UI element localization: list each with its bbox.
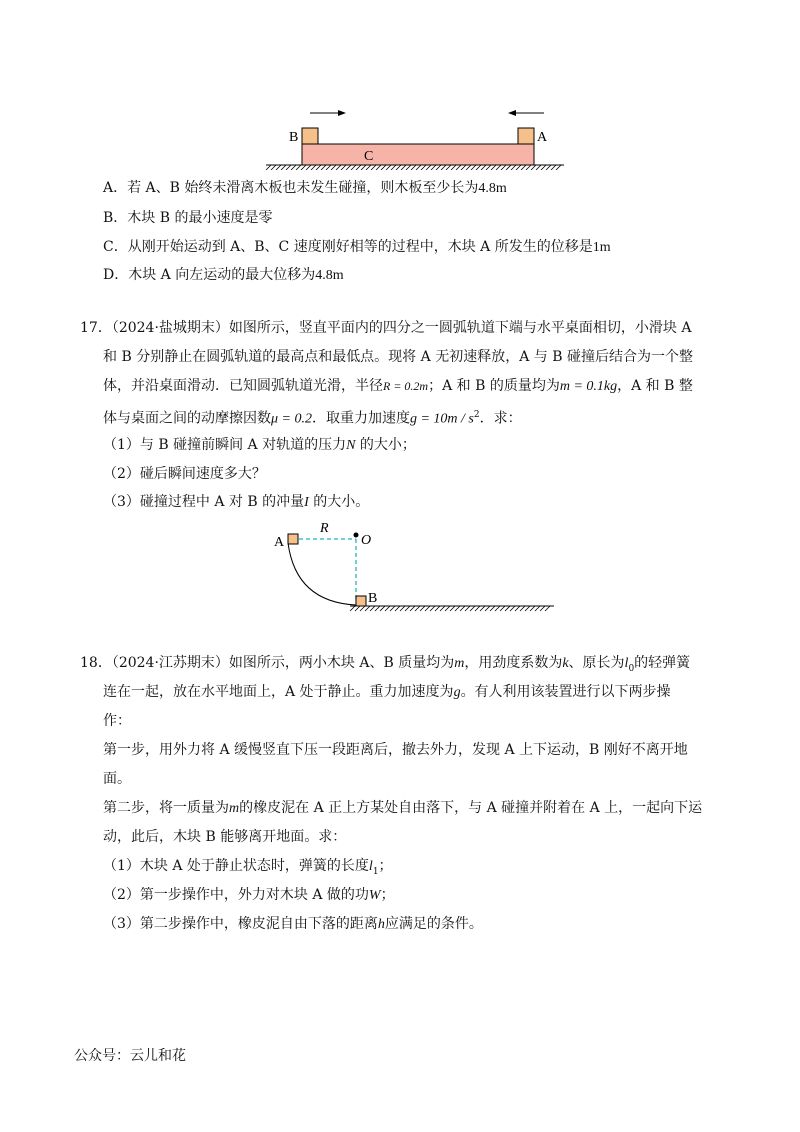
q17-sub-3-var: I: [304, 495, 309, 510]
ground-hatch-mark: [391, 165, 396, 170]
ground-hatch-mark: [365, 606, 370, 611]
q17-sub-3-a: （3）碰撞过程中 A 对 B 的冲量: [103, 494, 305, 510]
q16-option-a-text: A．若 A、B 始终未滑离木板也未发生碰撞，则木板至少长为: [103, 180, 479, 196]
ground-hatch-mark: [411, 165, 416, 170]
q17-mu: μ = 0.2: [271, 411, 312, 427]
q17-sub-3: [103, 492, 369, 513]
ground-hatch-mark: [351, 165, 356, 170]
ground-hatch-mark: [336, 165, 341, 170]
ground-hatch-mark: [311, 165, 316, 170]
ground-hatch-mark: [381, 165, 386, 170]
ground-hatch-mark: [301, 165, 306, 170]
ground-hatch-mark: [380, 606, 385, 611]
ground-hatch-mark: [375, 606, 380, 611]
q18-line-2-b: 。有人利用该装置进行以下两步操: [460, 684, 671, 700]
label-a: A: [537, 130, 548, 145]
ground-hatch-mark: [496, 165, 501, 170]
q17-line-4-a: 体与桌面之间的动摩擦因数: [103, 410, 271, 427]
block-b: [302, 128, 318, 144]
q18-line-1-a: 18．（2024·江苏期末）如图所示，两小木块 A、B 质量均为: [80, 655, 455, 671]
arrow-left-icon: [508, 110, 544, 116]
ground-hatch-mark: [410, 606, 415, 611]
ground-hatch-mark: [435, 606, 440, 611]
q16-option-a: [103, 178, 507, 199]
ground-hatch-mark: [360, 606, 365, 611]
q18-line-6-a: 第二步，将一质量为: [103, 800, 229, 816]
ground-hatch-mark: [541, 165, 546, 170]
ground-hatch-mark: [460, 606, 465, 611]
q18-k: k: [562, 656, 569, 671]
ground-hatch-mark: [296, 165, 301, 170]
ground-hatch-mark: [421, 165, 426, 170]
q18-sub-2-b: ；: [380, 887, 395, 903]
q17-g: g = 10m / s: [409, 411, 474, 427]
q18-sub-3-var: h: [377, 917, 385, 932]
ground-hatch-mark: [515, 606, 520, 611]
ground-hatch-mark: [396, 165, 401, 170]
label-b: B: [368, 591, 378, 606]
q16-option-b: [103, 208, 272, 228]
q17-line-3-c: ；A 和 B 的质量均为: [428, 378, 560, 394]
ground-hatch-mark: [331, 165, 336, 170]
q17-line-1: 17．（2024·盐城期末）如图所示，竖直平面内的四分之一圆弧轨道下端与水平桌面相切，小滑块 A: [80, 320, 692, 336]
ground-hatch-mark: [451, 165, 456, 170]
ground-hatch-mark: [386, 165, 391, 170]
q17-mass: m = 0.1kg: [559, 379, 618, 394]
ground-hatch-mark: [390, 606, 395, 611]
q18-line-1-c: 、原长为: [568, 655, 625, 671]
ground-hatch-mark: [366, 165, 371, 170]
figure-board-blocks: [260, 100, 570, 170]
q17-line-2: 和 B 分别静止在圆弧轨道的最高点和最低点。现将 A 无初速释放，A 与 B 碰撞后结合为一个整: [103, 349, 693, 365]
ground-hatch-mark: [510, 606, 515, 611]
ground-hatch-mark: [400, 606, 405, 611]
ground-hatch-mark: [406, 165, 411, 170]
ground-hatch-mark: [395, 606, 400, 611]
ground-hatch-mark: [446, 165, 451, 170]
ground-hatch-mark: [536, 165, 541, 170]
ground-hatch-mark: [455, 606, 460, 611]
q16-option-c-text: C．从刚开始运动到 A、B、C 速度刚好相等的过程中，木块 A 所发生的位移是: [103, 239, 593, 255]
q18-line-6-m: m: [229, 801, 240, 816]
q17-line-4: [103, 405, 522, 430]
ground-hatch-mark: [306, 165, 311, 170]
ground-hatch-mark: [436, 165, 441, 170]
ground-hatch-mark: [531, 165, 536, 170]
ground-hatch-mark: [556, 165, 561, 170]
ground-hatch-mark: [530, 606, 535, 611]
q16-option-c: [103, 237, 611, 258]
q18-sub-1-var-sub: 1: [372, 866, 379, 877]
ground-hatch-mark: [371, 165, 376, 170]
q17-sub-1-var: N: [346, 438, 356, 453]
ground-hatch-mark: [470, 606, 475, 611]
q17-sub-1: [103, 435, 416, 456]
ground-hatch-mark: [480, 606, 485, 611]
ground-hatch-mark: [551, 165, 556, 170]
q18-sub-2: [103, 885, 395, 906]
ground-hatch-mark: [291, 165, 296, 170]
arrow-right-icon: [310, 110, 346, 116]
figure-quarter-arc: [268, 516, 558, 620]
q18-line-7: 动，此后，木块 B 能够离开地面。求：: [103, 829, 347, 845]
ground-hatch-mark: [405, 606, 410, 611]
q17-line-3: [103, 376, 693, 397]
q18-line-2-a: 连在一起，放在水平地面上，A 处于静止。重力加速度为: [103, 684, 454, 700]
ground-hatch-mark: [430, 606, 435, 611]
board-c: [302, 144, 534, 165]
ground-hatch-mark: [500, 606, 505, 611]
ground-hatch-mark: [456, 165, 461, 170]
ground-hatch-mark: [425, 606, 430, 611]
ground-hatch-mark: [355, 606, 360, 611]
q18-sub-1-a: （1）木块 A 处于静止状态时，弹簧的长度: [103, 858, 369, 874]
q18-sub-1: [103, 856, 393, 882]
ground-hatch-mark: [385, 606, 390, 611]
ground-hatch-mark: [526, 165, 531, 170]
ground-hatch-mark: [506, 165, 511, 170]
ground-hatch-mark: [426, 165, 431, 170]
label-a: A: [274, 535, 285, 550]
ground-hatch-mark: [440, 606, 445, 611]
q17-g-sup: 2: [473, 410, 480, 420]
ground-hatch-mark: [346, 165, 351, 170]
q18-sub-1-var: l: [368, 859, 373, 874]
label-b: B: [289, 130, 299, 145]
ground-hatch-mark: [490, 606, 495, 611]
ground-hatch-mark: [341, 165, 346, 170]
q18-line-6: [103, 798, 702, 819]
q17-sub-3-b: 的大小。: [308, 494, 370, 510]
q16-option-d-text: D．木块 A 向左运动的最大位移为: [103, 267, 316, 283]
q18-line-1: [80, 653, 690, 679]
ground-hatch-mark: [525, 606, 530, 611]
ground-hatch-mark: [520, 606, 525, 611]
q18-sub-2-var: W: [368, 888, 381, 903]
ground-hatch-mark: [420, 606, 425, 611]
q17-sub-2: （2）碰后瞬间速度多大？: [103, 466, 266, 482]
ground-hatch-mark: [516, 165, 521, 170]
ground-hatch-mark: [326, 165, 331, 170]
ground-hatch-mark: [431, 165, 436, 170]
ground-hatch-mark: [286, 165, 291, 170]
q16-option-d-value: 4.8m: [315, 268, 344, 283]
q16-option-b-text: B．木块 B 的最小速度是零: [103, 210, 273, 226]
ground-hatch-mark: [465, 606, 470, 611]
block-a: [518, 128, 534, 144]
q18-line-1-b: ，用劲度系数为: [464, 655, 563, 671]
ground-hatch-mark: [505, 606, 510, 611]
q18-g: g: [453, 685, 461, 700]
q18-line-2: [103, 682, 671, 703]
ground-hatch-mark: [445, 606, 450, 611]
q17-line-4-c: ．取重力加速度: [311, 410, 410, 427]
arc-track: [288, 543, 356, 605]
q17-radius: R = 0.2m: [383, 379, 429, 393]
q17-sub-1-b: 的大小；: [355, 437, 416, 453]
ground-hatch-mark: [476, 165, 481, 170]
label-o: O: [361, 533, 372, 548]
ground-hatch-mark: [416, 165, 421, 170]
ground-hatch-mark: [441, 165, 446, 170]
ground-hatch-mark: [491, 165, 496, 170]
q17-line-3-a: 体，并沿桌面滑动．已知圆弧轨道光滑，半径: [103, 378, 383, 394]
block-b: [356, 596, 366, 606]
ground-hatch-mark: [511, 165, 516, 170]
ground-hatch-mark: [540, 606, 545, 611]
ground-hatch-mark: [401, 165, 406, 170]
q18-sub-3-a: （3）第二步操作中，橡皮泥自由下落的距离: [103, 916, 378, 932]
ground-hatch-mark: [376, 165, 381, 170]
label-r: R: [320, 521, 329, 536]
ground-hatch-mark: [450, 606, 455, 611]
q16-option-c-value: 1m: [592, 240, 611, 255]
ground-hatch-mark: [361, 165, 366, 170]
ground-hatch-mark: [485, 606, 490, 611]
q17-sub-1-a: （1）与 B 碰撞前瞬间 A 对轨道的压力: [103, 437, 347, 453]
ground-hatch-mark: [501, 165, 506, 170]
ground-hatch-mark: [546, 165, 551, 170]
ground-hatch-mark: [321, 165, 326, 170]
ground-hatch-mark: [495, 606, 500, 611]
ground-hatch-mark: [481, 165, 486, 170]
q18-m: m: [454, 656, 465, 671]
q18-line-3: 作：: [103, 713, 131, 729]
q16-option-d: [103, 265, 344, 286]
q18-sub-1-b: ；: [378, 858, 393, 874]
ground-hatch-mark: [281, 165, 286, 170]
label-c: C: [364, 149, 374, 164]
q18-sub-3-b: 应满足的条件。: [384, 916, 483, 932]
q18-sub-3: [103, 914, 483, 935]
ground-hatch-mark: [271, 165, 276, 170]
q18-line-1-d: 的轻弹簧: [634, 655, 691, 671]
footer-text: 公众号：云儿和花: [74, 1048, 186, 1064]
ground-hatch-mark: [521, 165, 526, 170]
ground-hatch-mark: [461, 165, 466, 170]
ground-hatch-mark: [316, 165, 321, 170]
q18-line-4: 第一步，用外力将 A 缓慢竖直下压一段距离后，撤去外力，发现 A 上下运动，B 刚好不离开地: [103, 742, 688, 758]
q18-line-6-b: 的橡皮泥在 A 正上方某处自由落下，与 A 碰撞并附着在 A 上，一起向下运: [239, 800, 703, 816]
ground-hatch-mark: [535, 606, 540, 611]
ground-hatch-mark: [475, 606, 480, 611]
ground-hatch-mark: [466, 165, 471, 170]
ground-hatch-mark: [415, 606, 420, 611]
center-point: [354, 533, 359, 538]
block-a: [288, 534, 298, 544]
q16-option-a-value: 4.8m: [478, 181, 507, 196]
q18-line-5: 面。: [103, 771, 131, 787]
ground-hatch-mark: [350, 606, 355, 611]
ground-hatch-mark: [276, 165, 281, 170]
q18-sub-2-a: （2）第一步操作中，外力对木块 A 做的功: [103, 887, 369, 903]
q17-line-4-e: ．求：: [479, 410, 522, 427]
ground-hatch-mark: [545, 606, 550, 611]
ground-hatch-mark: [370, 606, 375, 611]
ground-hatch-mark: [486, 165, 491, 170]
ground-hatch-mark: [356, 165, 361, 170]
ground-hatch-mark: [266, 165, 271, 170]
ground-hatch-mark: [471, 165, 476, 170]
q18-l0-sub: 0: [628, 663, 635, 674]
q18-l0: l: [624, 656, 629, 671]
q17-line-3-e: ，A 和 B 整: [617, 378, 693, 394]
